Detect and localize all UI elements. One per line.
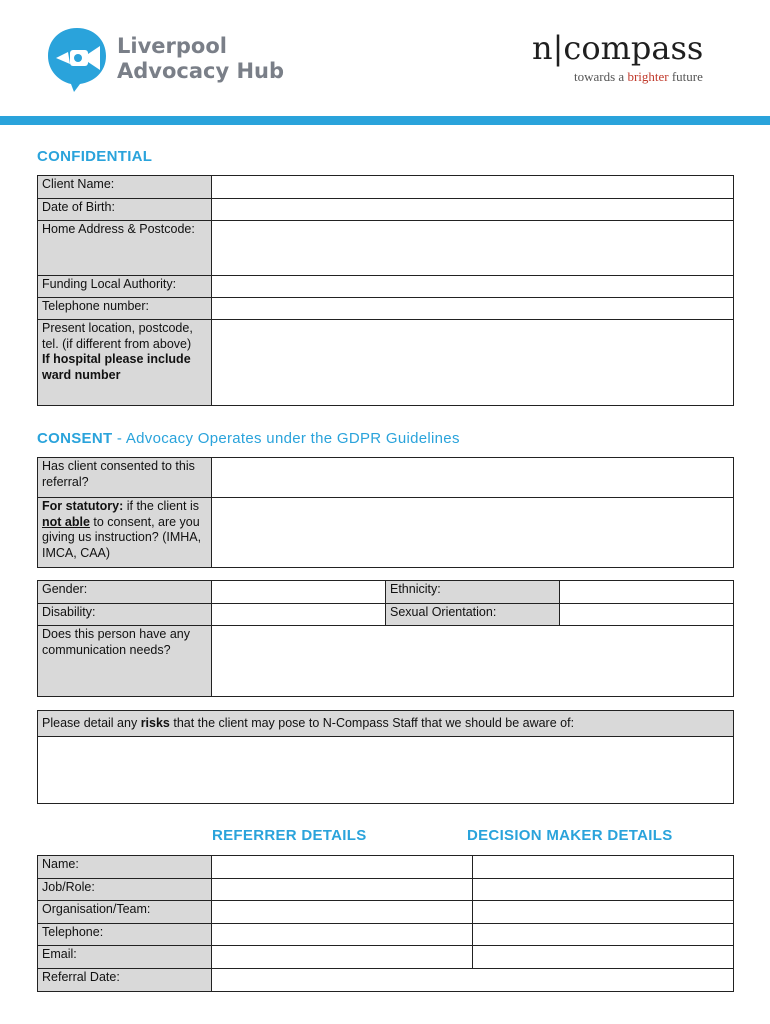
decision-maker-heading: DECISION MAKER DETAILS bbox=[467, 827, 673, 844]
consented-field[interactable] bbox=[212, 458, 734, 498]
communication-field[interactable] bbox=[212, 626, 734, 697]
header-divider bbox=[0, 116, 770, 125]
consented-label: Has client consented to this referral? bbox=[38, 458, 212, 498]
tagline-highlight: brighter bbox=[627, 69, 669, 84]
name-label: Name: bbox=[38, 856, 212, 879]
details-table bbox=[37, 855, 734, 992]
tagline-pre: towards a bbox=[574, 69, 628, 84]
disability-label: Disability: bbox=[38, 604, 212, 626]
funding-field[interactable] bbox=[212, 276, 734, 298]
decision-name-field[interactable] bbox=[473, 856, 734, 879]
statutory-label bbox=[38, 498, 212, 568]
logo-line-2: Advocacy Hub bbox=[117, 59, 285, 83]
decision-organisation-field[interactable] bbox=[473, 901, 734, 924]
risks-bold: risks bbox=[140, 715, 170, 730]
job-role-label: Job/Role: bbox=[38, 879, 212, 901]
hospital-note: If hospital please include ward number bbox=[42, 352, 191, 382]
present-location-label bbox=[38, 320, 212, 406]
liverpool-advocacy-hub-logo bbox=[44, 24, 304, 96]
present-location-field[interactable] bbox=[212, 320, 734, 406]
statutory-underline: not able bbox=[42, 514, 90, 529]
statutory-post: to consent, are you giving us instruction? (IMHA, IMCA, CAA) bbox=[42, 514, 202, 560]
risks-label bbox=[38, 711, 734, 737]
telephone-field[interactable] bbox=[212, 298, 734, 320]
consent-heading bbox=[37, 430, 460, 447]
referral-date-label: Referral Date: bbox=[38, 969, 212, 992]
referrer-telephone-field[interactable] bbox=[212, 924, 473, 946]
gender-field[interactable] bbox=[212, 581, 386, 604]
referrer-name-field[interactable] bbox=[212, 856, 473, 879]
ncompass-tagline bbox=[574, 69, 703, 85]
advocacy-hub-emblem-icon bbox=[44, 24, 110, 94]
risks-pre: Please detail any bbox=[42, 715, 141, 730]
dob-field[interactable] bbox=[212, 199, 734, 221]
decision-telephone-field[interactable] bbox=[473, 924, 734, 946]
funding-label: Funding Local Authority: bbox=[38, 276, 212, 298]
ncompass-brand: n|compass bbox=[532, 29, 704, 67]
referral-date-field[interactable] bbox=[212, 969, 734, 992]
consent-table bbox=[37, 457, 734, 568]
statutory-pre: if the client is bbox=[123, 499, 199, 513]
address-field[interactable] bbox=[212, 221, 734, 276]
address-label: Home Address & Postcode: bbox=[38, 221, 212, 276]
referrer-email-field[interactable] bbox=[212, 946, 473, 969]
referrer-organisation-field[interactable] bbox=[212, 901, 473, 924]
risks-table bbox=[37, 710, 734, 804]
dob-label: Date of Birth: bbox=[38, 199, 212, 221]
decision-email-field[interactable] bbox=[473, 946, 734, 969]
statutory-bold: For statutory: bbox=[42, 499, 124, 513]
telephone-detail-label: Telephone: bbox=[38, 924, 212, 946]
gender-label: Gender: bbox=[38, 581, 212, 604]
ethnicity-label: Ethnicity: bbox=[386, 581, 560, 604]
sexual-orientation-field[interactable] bbox=[560, 604, 734, 626]
disability-field[interactable] bbox=[212, 604, 386, 626]
ethnicity-field[interactable] bbox=[560, 581, 734, 604]
present-location-text: Present location, postcode, tel. (if different from above) bbox=[42, 321, 193, 351]
decision-job-field[interactable] bbox=[473, 879, 734, 901]
confidential-table bbox=[37, 175, 734, 406]
demographics-table bbox=[37, 580, 734, 697]
referrer-details-heading: REFERRER DETAILS bbox=[212, 827, 367, 844]
referrer-job-field[interactable] bbox=[212, 879, 473, 901]
sexual-orientation-label: Sexual Orientation: bbox=[386, 604, 560, 626]
client-name-label: Client Name: bbox=[38, 176, 212, 199]
risks-post: that the client may pose to N-Compass Staff that we should be aware of: bbox=[169, 715, 575, 730]
email-label: Email: bbox=[38, 946, 212, 969]
ncompass-logo bbox=[532, 28, 732, 92]
confidential-heading: CONFIDENTIAL bbox=[37, 148, 153, 165]
consent-heading-bold: CONSENT bbox=[37, 430, 113, 447]
consent-heading-sub: - Advocacy Operates under the GDPR Guidelines bbox=[112, 430, 460, 447]
communication-label: Does this person have any communication needs? bbox=[38, 626, 212, 697]
logo-line-1: Liverpool bbox=[117, 34, 227, 58]
tagline-post: future bbox=[668, 69, 703, 84]
client-name-field[interactable] bbox=[212, 176, 734, 199]
organisation-label: Organisation/Team: bbox=[38, 901, 212, 924]
risks-field[interactable] bbox=[38, 737, 734, 804]
statutory-field[interactable] bbox=[212, 498, 734, 568]
telephone-label: Telephone number: bbox=[38, 298, 212, 320]
